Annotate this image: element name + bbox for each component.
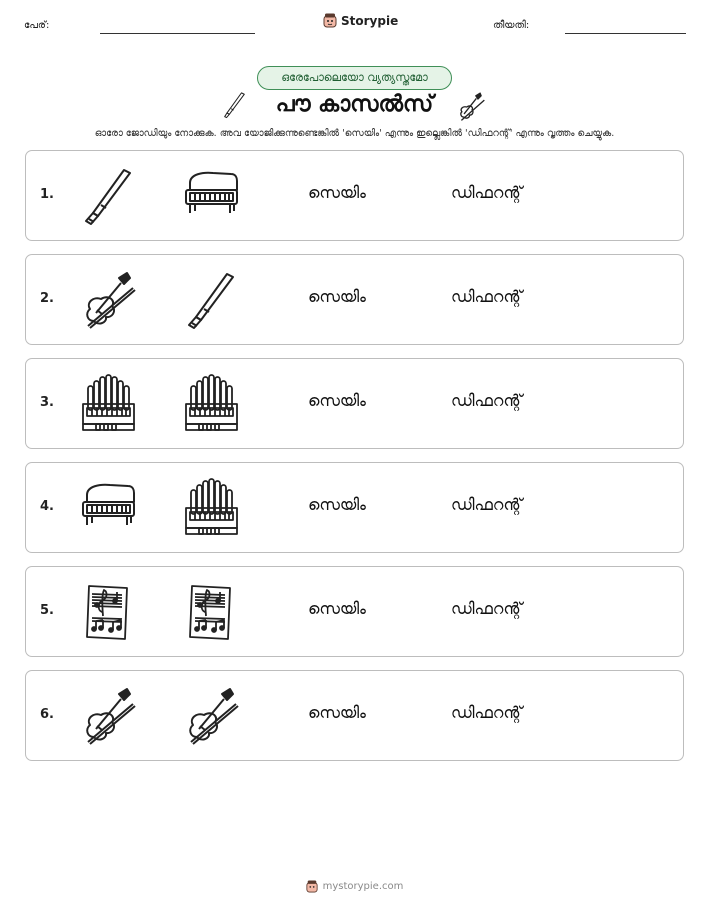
left-picture (78, 166, 138, 226)
organ-icon (78, 374, 138, 434)
same-option[interactable]: സെയിം (308, 703, 366, 722)
question-row (25, 254, 684, 345)
question-number: 5. (40, 603, 54, 618)
same-option[interactable]: സെയിം (308, 183, 366, 202)
same-option[interactable]: സെയിം (308, 495, 366, 514)
storypie-mascot-icon (306, 880, 318, 893)
date-field[interactable] (565, 33, 686, 34)
violin-icon (78, 270, 138, 330)
organ-icon (181, 478, 241, 538)
different-option[interactable]: ഡിഫറന്റ് (451, 703, 523, 722)
different-option[interactable]: ഡിഫറന്റ് (451, 287, 523, 306)
violin-icon (455, 91, 487, 123)
right-picture (181, 478, 241, 538)
question-row (25, 462, 684, 553)
name-field[interactable] (100, 33, 255, 34)
left-picture (78, 478, 138, 538)
question-number: 3. (40, 395, 54, 410)
same-option[interactable]: സെയിം (308, 391, 366, 410)
storypie-mascot-icon (323, 13, 337, 28)
question-number: 2. (40, 291, 54, 306)
date-label: തീയതി: (493, 20, 530, 31)
right-picture (181, 270, 241, 330)
right-picture (181, 374, 241, 434)
question-number: 1. (40, 187, 54, 202)
piano-icon (181, 166, 241, 226)
same-option[interactable]: സെയിം (308, 599, 366, 618)
instructions-text: ഓരോ ജോഡിയും നോക്കുക. അവ യോജിക്കുന്നുണ്ടെങ്കിൽ 'സെയിം' എന്നും ഇല്ലെങ്കിൽ 'ഡിഫറന്റ്' എന്നും വൃത്തം ചെയ്യുക. (94, 128, 615, 139)
right-picture (181, 686, 241, 746)
violin-icon (78, 686, 138, 746)
right-picture (181, 166, 241, 226)
footer-website[interactable]: mystorypie.com (322, 881, 404, 892)
left-picture (78, 270, 138, 330)
left-picture (78, 374, 138, 434)
different-option[interactable]: ഡിഫറന്റ് (451, 183, 523, 202)
question-number: 4. (40, 499, 54, 514)
organ-icon (181, 374, 241, 434)
left-picture (78, 686, 138, 746)
sheet-music-icon (181, 582, 241, 642)
name-label: പേര്: (24, 20, 50, 31)
footer (0, 880, 709, 893)
violin-icon (181, 686, 241, 746)
brand-logo (323, 13, 398, 28)
question-row (25, 670, 684, 761)
question-number: 6. (40, 707, 54, 722)
left-picture (78, 582, 138, 642)
different-option[interactable]: ഡിഫറന്റ് (451, 599, 523, 618)
worksheet-type-badge: ഒരേപോലെയോ വ്യത്യസ്തമോ (257, 66, 452, 90)
sheet-music-icon (78, 582, 138, 642)
question-row (25, 566, 684, 657)
different-option[interactable]: ഡിഫറന്റ് (451, 495, 523, 514)
question-row (25, 358, 684, 449)
page-title: പൗ കാസൽസ് (275, 92, 434, 117)
flute-icon (78, 166, 138, 226)
piano-icon (78, 478, 138, 538)
different-option[interactable]: ഡിഫറന്റ് (451, 391, 523, 410)
brand-name: Storypie (341, 13, 399, 28)
right-picture (181, 582, 241, 642)
flute-icon (181, 270, 241, 330)
same-option[interactable]: സെയിം (308, 287, 366, 306)
question-row (25, 150, 684, 241)
